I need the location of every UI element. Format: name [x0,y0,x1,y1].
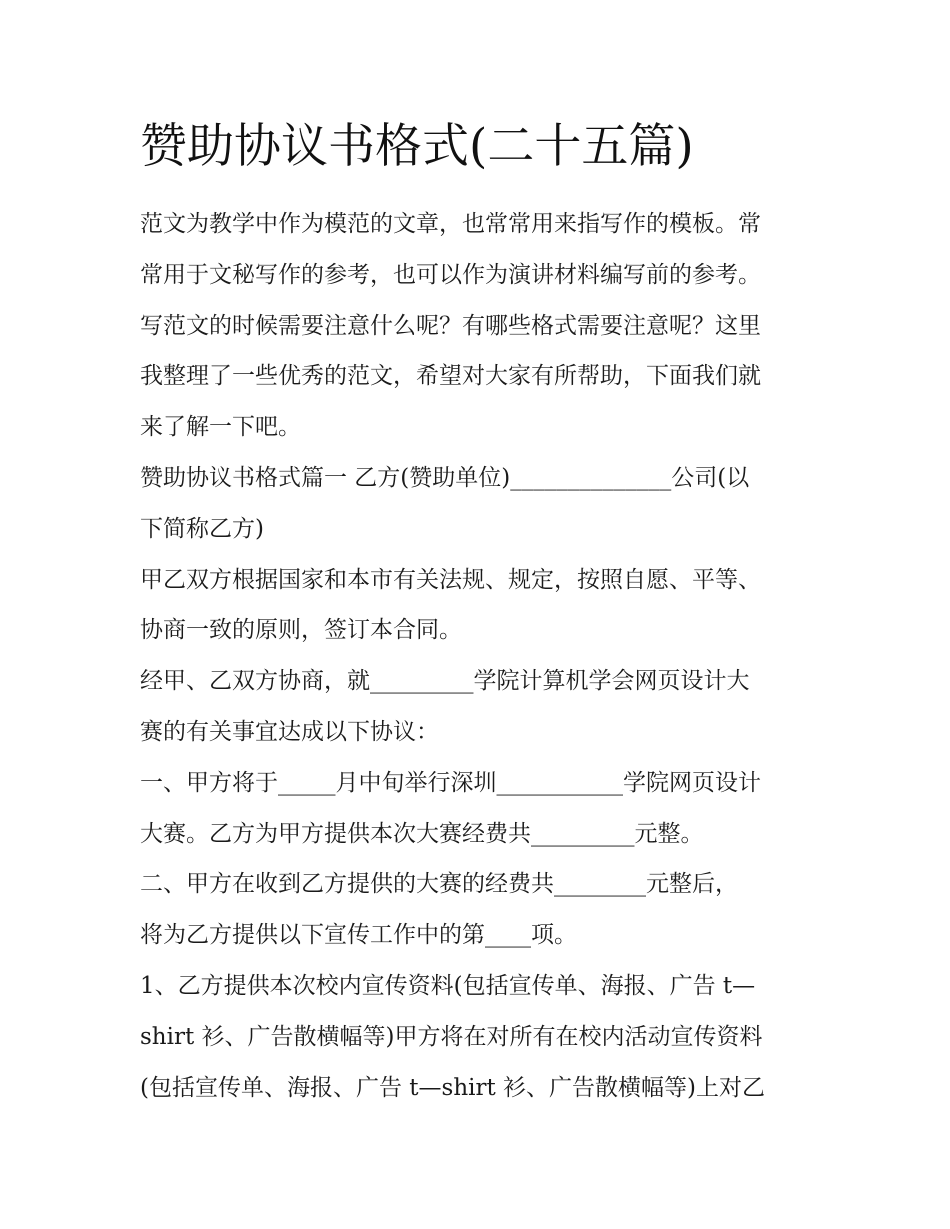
text-line: 协商一致的原则，签订本合同。 [140,617,462,644]
text-line: 甲乙双方根据国家和本市有关法规、规定，按照自愿、平等、 [140,566,761,593]
text-line: 下简称乙方) [140,515,264,542]
text-line: 范文为教学中作为模范的文章，也常常用来指写作的模板。常 [140,211,761,237]
text-line: 经甲、乙双方协商，就_________学院计算机学会网页设计大 [140,668,750,695]
text-line: 将为乙方提供以下宣传工作中的第____项。 [140,922,577,949]
document-title: 赞助协议书格式(二十五篇) [140,119,694,174]
text-line: 写范文的时候需要注意什么呢？有哪些格式需要注意呢？这里 [140,312,761,339]
text-line: 赛的有关事宜达成以下协议： [140,718,439,745]
text-line: (包括宣传单、海报、广告 t—shirt 衫、广告散横幅等)上对乙 [140,1074,766,1101]
text-line: 常用于文秘写作的参考，也可以作为演讲材料编写前的参考。 [140,261,761,288]
document-body [140,199,820,1113]
text-line: 我整理了一些优秀的范文，希望对大家有所帮助，下面我们就 [140,363,761,390]
text-line: 1、乙方提供本次校内宣传资料(包括宣传单、海报、广告 t— [140,972,756,999]
text-line: 来了解一下吧。 [140,414,301,441]
text-line: 大赛。乙方为甲方提供本次大赛经费共_________元整。 [140,820,704,847]
text-line: 二、甲方在收到乙方提供的大赛的经费共________元整后， [140,871,738,898]
text-line: 一、甲方将于_____月中旬举行深圳___________学院网页设计 [140,769,761,796]
text-line: shirt 衫、广告散横幅等)甲方将在对所有在校内活动宣传资料 [140,1023,763,1050]
text-line: 赞助协议书格式篇一 乙方(赞助单位)______________公司(以 [140,464,750,491]
